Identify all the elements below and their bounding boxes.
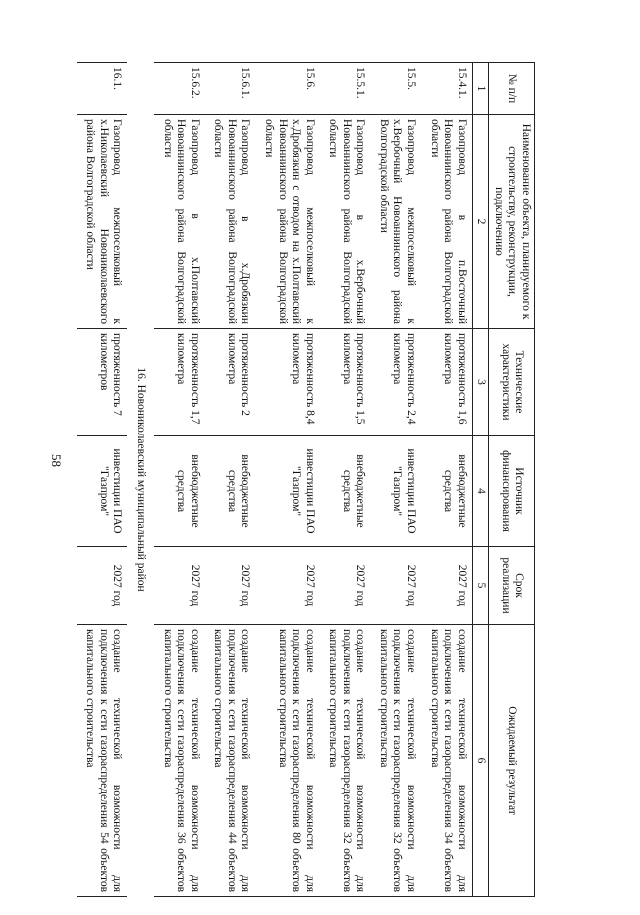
cell-tech: протяженность 1,6 километра	[421, 329, 472, 436]
cell-tech: протяженность 7 километров	[77, 329, 128, 436]
column-number: 5	[472, 547, 489, 625]
cell-name: Газопровод в п.Восточный Новоаннинского района Волгоградской области	[421, 115, 472, 329]
header-result: Ожидаемый результат	[489, 625, 535, 897]
cell-source: внебюджетные средства	[421, 436, 472, 547]
cell-tech: протяженность 2 километра	[205, 329, 256, 436]
rotated-table-container	[75, 62, 535, 896]
cell-source: инвестиции ПАО "Газпром"	[77, 436, 128, 547]
cell-tech: протяженность 8,4 километра	[255, 329, 319, 436]
table-row	[320, 63, 371, 897]
cell-num: 15.6.2.	[154, 63, 205, 115]
cell-num: 15.6.	[255, 63, 319, 115]
cell-source: внебюджетные средства	[154, 436, 205, 547]
cell-num: 15.6.1.	[205, 63, 256, 115]
column-number: 4	[472, 436, 489, 547]
cell-num: 15.4.1.	[421, 63, 472, 115]
cell-tech: протяженность 1,7 километра	[154, 329, 205, 436]
table-row	[421, 63, 472, 897]
table-row	[370, 63, 421, 897]
table-row	[205, 63, 256, 897]
cell-source: инвестиции ПАО "Газпром"	[255, 436, 319, 547]
cell-result: создание технической возможности для подключения к сети газораспределения 32 объектов капитального строительства	[320, 625, 371, 897]
column-number: 1	[472, 63, 489, 115]
cell-name: Газопровод межпоселковый к х.Николаевский Новониколаевского района Волгоградской области	[77, 115, 128, 329]
cell-name: Газопровод межпоселковый к х.Вербочный Новоаннинского района Волгоградской области	[370, 115, 421, 329]
cell-term: 2027 год	[370, 547, 421, 625]
gas-pipeline-table	[77, 62, 535, 897]
column-number: 3	[472, 329, 489, 436]
cell-result: создание технической возможности для подключения к сети газораспределения 80 объектов капитального строительства	[255, 625, 319, 897]
cell-term: 2027 год	[154, 547, 205, 625]
cell-num: 16.1.	[77, 63, 128, 115]
cell-name: Газопровод в х.Дробязкин Новоаннинского района Волгоградской области	[205, 115, 256, 329]
cell-term: 2027 год	[77, 547, 128, 625]
cell-num: 15.5.1.	[320, 63, 371, 115]
cell-source: внебюджетные средства	[205, 436, 256, 547]
section-title: 16. Новониколаевский муниципальный район	[135, 367, 148, 592]
cell-term: 2027 год	[320, 547, 371, 625]
column-number-row	[472, 63, 489, 897]
cell-result: создание технической возможности для подключения к сети газораспределения 34 объектов капитального строительства	[421, 625, 472, 897]
table-row	[255, 63, 319, 897]
header-row	[489, 63, 535, 897]
cell-name: Газопровод межпоселковый к х.Дробязкин с отводом на х.Полтавский Новоаннинского района Волгоградской области	[255, 115, 319, 329]
header-tech: Технические характеристики	[489, 329, 535, 436]
cell-num: 15.5.	[370, 63, 421, 115]
header-term: Срок реализации	[489, 547, 535, 625]
column-number: 6	[472, 625, 489, 897]
cell-name: Газопровод в х.Полтавский Новоаннинского района Волгоградской области	[154, 115, 205, 329]
cell-source: внебюджетные средства	[320, 436, 371, 547]
table-row	[77, 63, 128, 897]
cell-term: 2027 год	[205, 547, 256, 625]
section-heading-row	[128, 63, 155, 897]
cell-term: 2027 год	[421, 547, 472, 625]
header-source: Источник финансирования	[489, 436, 535, 547]
cell-name: Газопровод в х.Вербочный Новоаннинского района Волгоградской области	[320, 115, 371, 329]
column-number: 2	[472, 115, 489, 329]
cell-result: создание технической возможности для подключения к сети газораспределения 44 объектов капитального строительства	[205, 625, 256, 897]
cell-source: инвестиции ПАО "Газпром"	[370, 436, 421, 547]
cell-result: создание технической возможности для подключения к сети газораспределения 32 объектов капитального строительства	[370, 625, 421, 897]
cell-tech: протяженность 1,5 километра	[320, 329, 371, 436]
cell-term: 2027 год	[255, 547, 319, 625]
header-name: Наименование объекта, планируемого к строительству, реконструкции, подключению	[489, 115, 535, 329]
page-number: 58	[49, 454, 64, 467]
cell-result: создание технической возможности для подключения к сети газораспределения 36 объектов капитального строительства	[154, 625, 205, 897]
header-num: № п/п	[489, 63, 535, 115]
cell-tech: протяженность 2,4 километра	[370, 329, 421, 436]
table-row	[154, 63, 205, 897]
cell-result: создание технической возможности для подключения к сети газораспределения 54 объектов капитального строительства	[77, 625, 128, 897]
